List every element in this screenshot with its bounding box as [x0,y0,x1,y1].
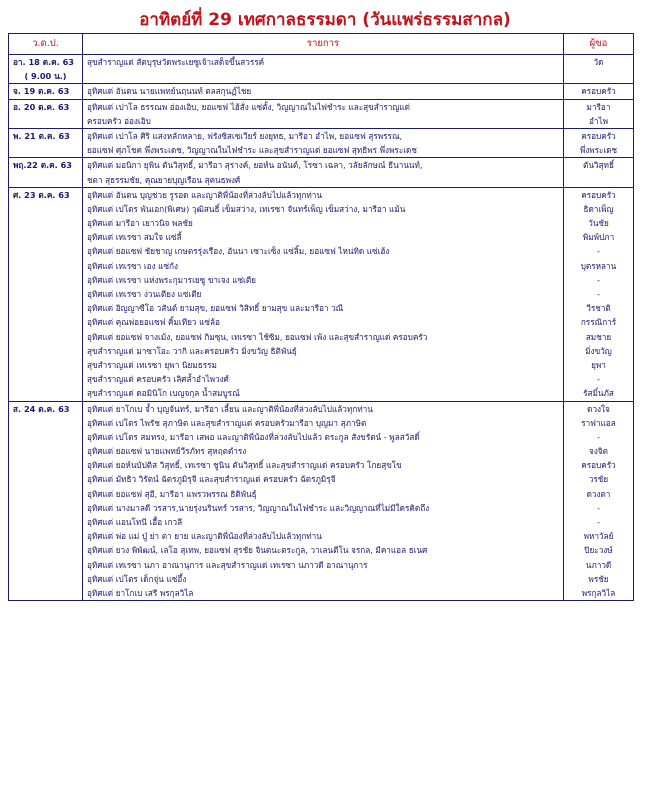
requester-cell [564,158,634,187]
table-row [9,55,634,84]
date-text: พ. 21 ต.ค. 63 [13,130,70,141]
requester-name: พิมพ์ปภา [582,232,615,243]
requester-name: - [597,289,600,299]
table-row [9,187,634,401]
intention-cell [83,99,564,128]
intention-line: อุทิศแด่ ยอห์นบัปติส วิสุทธิ์, เทเรซา ชูนิน ตันวิสุทธิ์ และสุขสำราญแด่ ครอบครัว โกยสุขโข [87,460,402,471]
intention-line: สุขสำราญแด่ ครอบครัว เลิศล้ำอำไพวงศ์ [87,374,229,385]
requester-cell [564,84,634,99]
header-items: รายการ [83,34,564,55]
intention-line: อุทิศแด่ มารีอา เยาวนิจ พลชัย [87,218,193,229]
intention-line: อุทิศแด่ อิญญาซีโอ วสันต์ ยามสุข, ยอแซฟ วิสิทธิ์ ยามสุข และมารีอา วณี [87,303,344,314]
requester-name: ครอบครัว [581,189,616,200]
requester-name: นภาวดี [585,559,612,570]
intention-line: อุทิศแด่ เทเรซา สมใจ แซ่ลี้ [87,232,182,243]
table-row [9,128,634,157]
date-cell [9,99,83,128]
requester-cell [564,401,634,601]
requester-name: พรชัย [588,573,609,584]
requester-name: พรกุลวิไล [581,587,616,598]
requester-name: กรรณิการ์ [580,317,617,328]
intention-line: อุทิศแด่ มัทธิว วิรัตน์ ฉัตรภูมิรุจี และสุขสำราญแด่ ครอบครัว ฉัตรภูมิรุจี [87,474,336,485]
requester-name: ครอบครัว [581,86,616,97]
requester-name: มารีอา [586,101,611,112]
requester-name: - [597,274,600,285]
requester-name: - [597,502,600,513]
requester-cell [564,187,634,401]
table-header-row [9,34,634,55]
requester-name: ราฟาแอล [581,417,616,428]
requester-name: วัด [593,57,604,67]
date-text: ส. 24 ต.ค. 63 [13,403,70,414]
intention-line: อุทิศแด่ เทเรซา แห่งพระกุมารเยซู ขาเจง แซ่เตีย [87,274,256,285]
requester-name: พึ่งพระเดช [579,145,618,156]
requester-name: ตันวิสุทธิ์ [583,160,614,171]
intention-line: อุทิศแด่ เทเรซา นภา อาณานุการ และสุขสำราญแด่ เทเรซา นภาวดี อาณานุการ [87,559,368,570]
intentions-table [8,33,634,601]
requester-name: สมชาย [585,331,612,342]
requester-name: มิ่งขวัญ [585,345,612,356]
table-row [9,84,634,99]
date-text: อ. 20 ต.ค. 63 [13,101,70,112]
requester-name: วรชัย [588,474,609,485]
intention-cell [83,128,564,157]
intention-line: อุทิศแด่ เปโตร ไพรัช สุภาษิต และสุขสำราญแด่ ครอบครัวมารีอา บุญมา สุภาษิต [87,417,367,428]
intention-line: อุทิศแด่ เปาโล ธรรณพ อ่องเอิบ, ยอแซฟ ไฮ้สั่ง แซ่ตั้ง, วิญญาณในไฟชำระ และสุขสำราญแด่ [87,101,410,112]
requester-name: - [597,431,600,442]
date-text: จ. 19 ต.ค. 63 [13,86,70,97]
intention-cell [83,84,564,99]
intention-cell [83,401,564,601]
intention-line: อุทิศแด่ ยวง พิพัฒน์, เลโอ สุเทพ, ยอแซฟ สุรชัย จินตนะตระกูล, วาเลนตีโน จรกล, มีคาแอล ธเนศ [87,545,428,556]
intention-line: อุทิศแด่ เปโตร สมทรง, มารีอา เสพอ และญาติพี่น้องที่ล่วงลับไปแล้ว ตระกูล สังขรัตน์ - พูลสวัสดิ์ [87,431,420,442]
intention-line: อุทิศแด่ เทเรซา ง่วนเตียง แซ่เตีย [87,289,202,299]
requester-name: รัสมิ์นภัส [583,388,614,399]
intention-line: สุขสำราญแด่ เทเรซา ยุพา นิยมธรรม [87,359,217,370]
header-date: ว.ด.ป. [9,34,83,55]
date-text: อา. 18 ต.ค. 63 [13,57,74,67]
intention-line: สุขสำราญแด่ ดอมินิโก เบญจกุล น้ำสมบูรณ์ [87,388,240,399]
intention-cell [83,55,564,84]
date-cell [9,158,83,187]
requester-name: อำไพ [588,115,609,126]
page-title: อาทิตย์ที่ 29 เทศกาลธรรมดา (วันแพร่ธรรมสากล) [139,10,511,30]
intention-line: ชตา สุธรรมชัย, คุณยายบุญเรือน สุคนธพงศ์ [87,174,241,185]
requester-name: จงจิต [589,446,608,457]
requester-name: วีรชาติ [586,303,611,314]
intention-line: อุทิศแด่ มอนิกา ยุพิน ตันวิสุทธิ์, มารีอา สุรางค์, ยอห์น อนันต์, โรซา เฉลา, วลัยลักษณ์ ธีนานนท์, [87,160,423,171]
intention-line: อุทิศแด่ เปาโล ศิริ แสงหลักหลาย, ฟรังซิสเซเวียร์ ยงยุทธ, มารีอา อำไพ, ยอแซฟ สุรพรรณ, [87,130,403,141]
date-cell [9,55,83,84]
table-row [9,158,634,187]
date-text: ( 9.00 น.) [24,71,67,82]
intention-line: อุทิศแด่ เทเรซา เอง แซ่กัง [87,260,178,271]
date-text: พฤ.22 ต.ค. 63 [13,160,72,171]
intention-line: อุทิศแด่ อันตน บุญช่วย รูรอด และญาติพี่น้องที่ล่วงลับไปแล้วทุกท่าน [87,189,322,200]
intention-line: อุทิศแด่ คุณพ่อยอแซฟ คิ้มเทียว แซ่ล้อ [87,317,220,328]
intention-line: อุทิศแด่ ยาโกเบ จ้ำ บุญจันทร์, มารีอา เลี้ยน และญาติพี่น้องที่ล่วงลับไปแล้วทุกท่าน [87,403,373,414]
intention-cell [83,158,564,187]
header-requester: ผู้ขอ [564,34,634,55]
intention-line: อุทิศแด่ ยอแซฟ สุอี, มารีอา แพรวพรรณ ธิติพันธุ์ [87,488,257,499]
requester-name: ดวงใจ [587,403,610,414]
date-cell [9,84,83,99]
intention-line: อุทิศแด่ ยาโกเบ เสรี พรกุลวิไล [87,587,194,598]
intention-line: อุทิศแด่ นางมาลดี วรสาร,นายรุ่งนรินทร์ วรสาร, วิญญาณในไฟชำระ และวิญญาณที่ไม่มีใครคิดถึง [87,502,430,513]
intention-line: ครอบครัว อ่องเอิบ [87,115,151,126]
requester-name: ครอบครัว [581,130,616,141]
intention-line: สุขสำราญแด่ มาซาโอะ วากิ และครอบครัว มิ่งขวัญ ธิติพันธุ์ [87,345,297,356]
requester-name: ยุพา [591,359,606,370]
date-text: ศ. 23 ต.ค. 63 [13,189,70,200]
intention-line: อุทิศแด่ เปโตร พันเอก(พิเศษ) วุฒิสนธิ์ เข็มสว่าง, เทเรซา จันทร์เพ็ญ เข็มสว่าง, มารีอา แม้น [87,203,406,214]
requester-name: พหาวัลย์ [583,531,614,542]
requester-name: บุตรหลาน [580,260,617,271]
requester-name: - [597,246,600,257]
intention-line: อุทิศแด่ พ่อ แม่ ปู่ ย่า ตา ยาย และญาติพี่น้องที่ล่วงลับไปแล้วทุกท่าน [87,531,322,542]
intention-line: ยอแซฟ ศุภโชค พึ่งพระเดช, วิญญาณในไฟชำระ และสุขสำราญแด่ ยอแซฟ สุทธิพร พึ่งพระเดช [87,145,417,156]
requester-name: ปิยะวงษ์ [584,545,613,556]
table-row [9,99,634,128]
date-cell [9,128,83,157]
requester-name: - [597,517,600,527]
intention-line: อุทิศแด่ ยอแซฟ นายแพทย์วีรภัทร สุหฤตดำรง [87,446,247,457]
date-cell [9,401,83,601]
requester-name: - [597,374,600,385]
intention-line: อุทิศแด่ อันตน นายแพทย์นฤนนท์ ตลสกุนฏ์ไชย [87,86,252,97]
table-row [9,401,634,601]
requester-name: ธิดาเพ็ญ [583,203,614,214]
intention-cell [83,187,564,401]
requester-name: ครอบครัว [581,460,616,471]
requester-name: วันชัย [588,218,609,229]
intention-line: อุทิศแด่ ยอแซฟ จางเม้ง, ยอแซฟ กิมซุน, เทเรซา ไช้ซิม, ยอแซฟ เพ้ง และสุขสำราญแด่ ครอบครัว [87,331,428,342]
requester-cell [564,55,634,84]
intention-line: อุทิศแด่ เปโตร เด็กจุ่น แซ่อึ้ง [87,573,187,584]
table-body [9,55,634,601]
date-cell [9,187,83,401]
intention-line: สุขสำราญแด่ สัตบุรุษวัดพระเยซูเจ้าเสด็จขึ้นสวรรค์ [87,57,265,67]
intention-line: อุทิศแด่ แอนโทนี เอื้อ เกวลี [87,517,183,527]
intention-line: อุทิศแด่ ยอแซฟ ชัยชาญ เกษตรรุ่งเรือง, อันนา เซาะเซ็ง แซ่ลิ้ม, ยอแซฟ ไหน่ทิด แซ่เฮ้ง [87,246,390,257]
requester-cell [564,128,634,157]
requester-name: ดวงตา [586,488,611,499]
requester-cell [564,99,634,128]
